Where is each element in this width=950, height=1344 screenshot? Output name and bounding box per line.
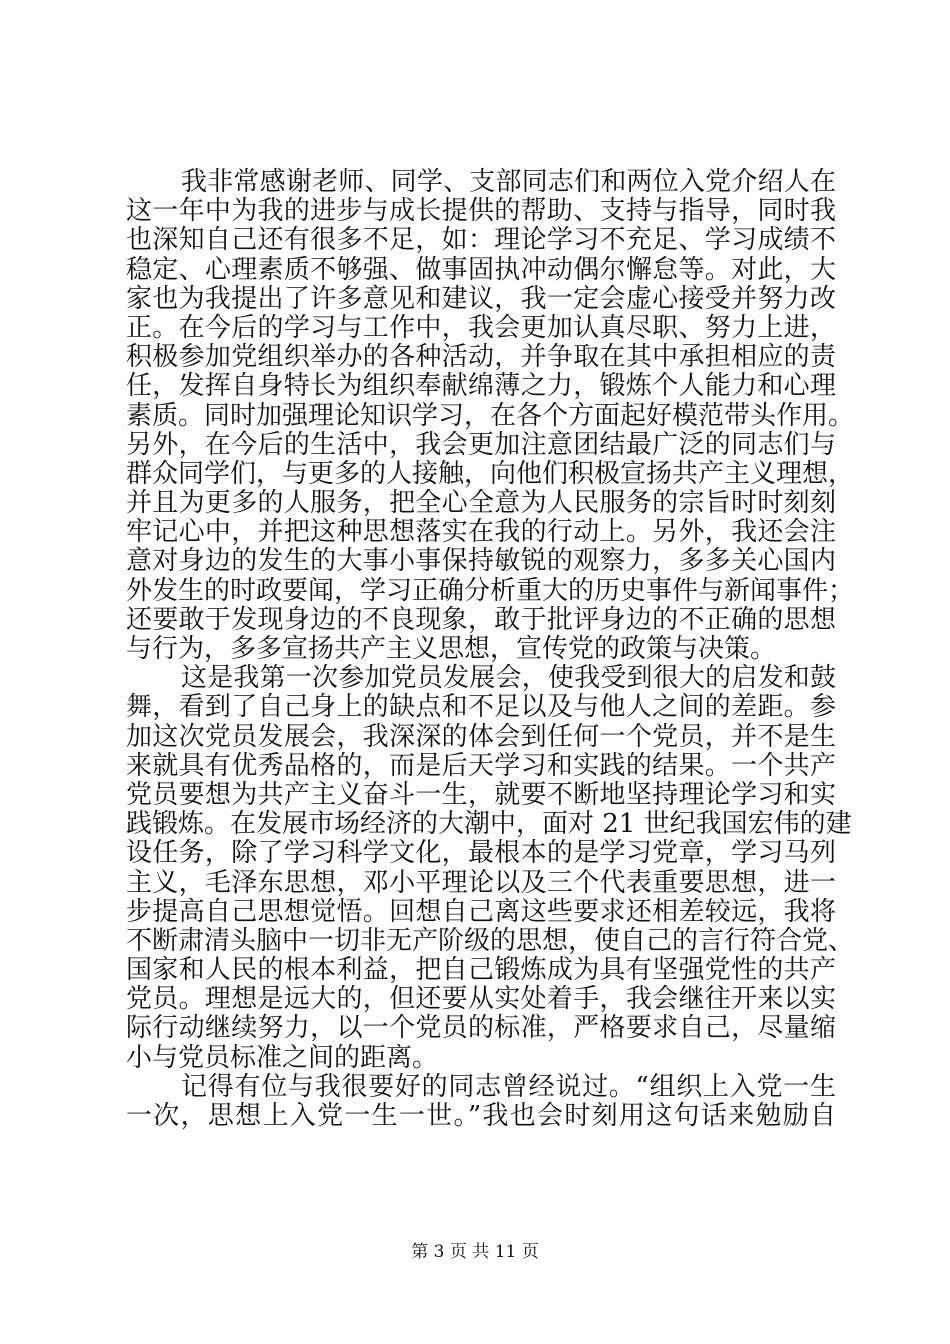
text-line: 党员。理想是远大的，但还要从实处着手，我会继往开来以实 [126, 984, 836, 1015]
text-line: 素质。同时加强理论知识学习，在各个方面起好模范带头作用。 [126, 400, 855, 431]
text-line: 外发生的时政要闻，学习正确分析重大的历史事件与新闻事件； [126, 575, 855, 606]
page-footer: 第 3 页 共 11 页 [411, 1242, 539, 1262]
text-line: 还要敢于发现身边的不良现象，敢于批评身边的不正确的思想 [126, 604, 836, 635]
text-line: 我非常感谢老师、同学、支部同志们和两位入党介绍人在 [181, 167, 836, 197]
text-line: 这是我第一次参加党员发展会，使我受到很大的启发和鼓 [181, 663, 836, 694]
text-line: 任，发挥自身特长为组织奉献绵薄之力，锻炼个人能力和心理 [126, 371, 836, 402]
text-line: 设任务，除了学习科学文化，最根本的是学习党章，学习马列 [126, 838, 836, 869]
text-line: 另外，在今后的生活中，我会更加注意团结最广泛的同志们与 [126, 429, 836, 460]
text-line: 小与党员标准之间的距离。 [126, 1042, 439, 1073]
text-line: 也深知自己还有很多不足，如：理论学习不充足、学习成绩不 [126, 225, 836, 256]
text-line: 践锻炼。在发展市场经济的大潮中，面对 21 世纪我国宏伟的建 [126, 809, 852, 840]
text-line: 群众同学们，与更多的人接触，向他们积极宣扬共产主义理想， [126, 458, 855, 489]
text-line: 加这次党员发展会，我深深的体会到任何一个党员，并不是生 [126, 721, 836, 752]
text-line: 舞，看到了自己身上的缺点和不足以及与他人之间的差距。参 [126, 692, 836, 723]
text-line: 来就具有优秀品格的，而是后天学习和实践的结果。一个共产 [126, 750, 836, 781]
text-line: 正。在今后的学习与工作中，我会更加认真尽职、努力上进， [126, 312, 836, 343]
paragraph [126, 167, 855, 664]
text-line: 稳定、心理素质不够强、做事固执冲动偶尔懈怠等。对此，大 [126, 254, 836, 285]
text-line: 与行为，多多宣扬共产主义思想，宣传党的政策与决策。 [126, 634, 777, 664]
text-line: 不断肃清头脑中一切非无产阶级的思想，使自己的言行符合党、 [126, 925, 855, 956]
paragraph [126, 663, 855, 1073]
text-line: 牢记心中，并把这种思想落实在我的行动上。另外，我还会注 [126, 517, 836, 548]
text-line: 党员要想为共产主义奋斗一生，就要不断地坚持理论学习和实 [126, 779, 836, 810]
text-line: 国家和人民的根本利益，把自己锻炼成为具有坚强党性的共产 [126, 955, 836, 986]
document-body [126, 167, 855, 1131]
text-line: 积极参加党组织举办的各种活动，并争取在其中承担相应的责 [126, 342, 836, 373]
text-line: 记得有位与我很要好的同志曾经说过。“组织上入党一生 [181, 1071, 836, 1102]
text-line: 家也为我提出了许多意见和建议，我一定会虚心接受并努力改 [126, 283, 836, 314]
text-line: 际行动继续努力，以一个党员的标准，严格要求自己，尽量缩 [126, 1013, 836, 1044]
text-line: 这一年中为我的进步与成长提供的帮助、支持与指导，同时我 [126, 196, 836, 227]
text-line: 并且为更多的人服务，把全心全意为人民服务的宗旨时时刻刻 [126, 488, 836, 519]
text-line: 一次，思想上入党一生一世。”我也会时刻用这句话来勉励自 [126, 1101, 836, 1131]
text-line: 主义，毛泽东思想，邓小平理论以及三个代表重要思想，进一 [126, 867, 836, 898]
paragraph [126, 1073, 836, 1131]
text-line: 步提高自己思想觉悟。回想自己离这些要求还相差较远，我将 [126, 896, 836, 927]
text-line: 意对身边的发生的大事小事保持敏锐的观察力，多多关心国内 [126, 546, 836, 577]
